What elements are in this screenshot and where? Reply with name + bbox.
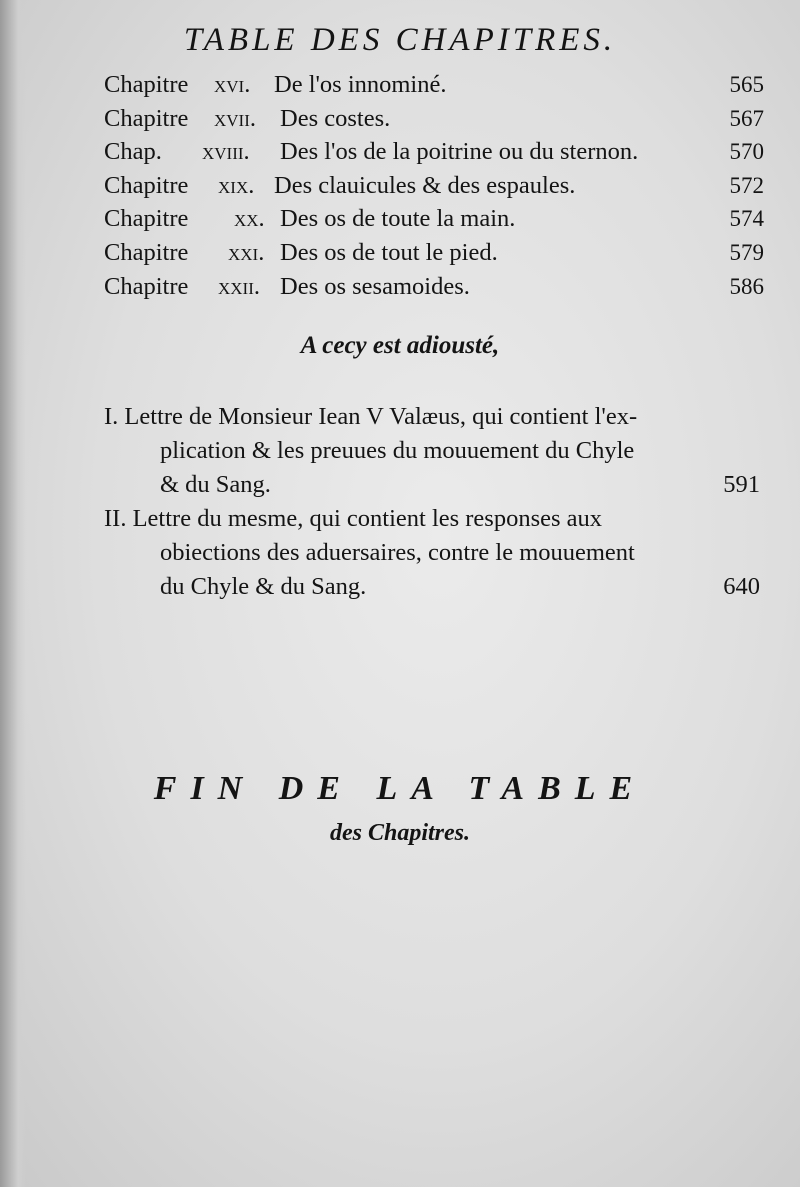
toc-numeral: xix. [218,171,255,199]
toc-page: 572 [729,172,764,198]
toc-row [104,202,764,236]
letter-page: 591 [723,471,760,498]
running-head: TABLE DES CHAPITRES. [183,22,617,58]
letter-text: Lettre du mesme, qui contient les responses aux [132,505,603,532]
toc-title: Des costes. [280,104,391,132]
toc-row [104,236,764,270]
page-gutter-shadow [0,0,26,1187]
toc-title: De l'os innominé. [274,71,447,98]
toc-label: Chapitre [104,272,189,300]
letter-line: plication & les preuues du mouuement du Chyle [160,437,635,464]
toc-numeral: xviii. [202,138,250,166]
letter-number: I. [104,403,119,430]
letters-list [104,400,760,604]
letter-text: du Chyle & du Sang. [160,573,367,600]
toc-label: Chapitre [104,71,189,98]
letter-page: 640 [723,573,760,600]
toc-numeral: xx. [234,205,265,233]
toc-row [104,68,764,102]
letter-entry [104,400,760,502]
toc-row [104,270,764,304]
letter-line: obiections des aduersaires, contre le mouuement [160,539,635,566]
toc-numeral: xxi. [228,238,265,266]
toc-row [104,102,764,136]
end-subtitle: des Chapitres. [329,820,470,846]
toc-title: Des clauicules & des espaules. [274,171,576,199]
letter-line [104,400,760,434]
toc-row [104,135,764,169]
toc-title: Des os de tout le pied. [280,238,498,266]
toc-numeral: xvi. [214,71,251,98]
letter-number: II. [104,505,127,532]
end-title: FIN DE LA TABLE [153,770,647,807]
letter-line [104,570,760,604]
toc-label: Chapitre [104,238,189,266]
chapter-table [104,68,764,303]
toc-label: Chapitre [104,104,189,132]
toc-title: Des os sesamoides. [280,272,470,300]
appendix-heading: A cecy est adiousté, [300,332,500,359]
toc-page: 586 [729,273,764,299]
toc-row [104,169,764,203]
toc-page: 565 [729,72,764,97]
letter-line [104,468,760,502]
toc-title: Des os de toute la main. [280,205,516,233]
toc-page: 579 [729,239,764,265]
letter-text: & du Sang. [160,471,271,498]
toc-numeral: xvii. [214,104,257,132]
toc-title: Des l'os de la poitrine ou du sternon. [280,138,639,166]
toc-page: 574 [729,206,764,232]
toc-label: Chapitre [104,171,189,199]
toc-label: Chap. [104,138,162,166]
letter-line [104,502,760,536]
letter-text: Lettre de Monsieur Iean V Valæus, qui contient l'ex- [124,403,638,430]
toc-page: 570 [729,139,764,165]
toc-numeral: xxii. [218,272,261,300]
toc-page: 567 [729,105,764,131]
letter-entry [104,502,760,604]
toc-label: Chapitre [104,205,189,233]
